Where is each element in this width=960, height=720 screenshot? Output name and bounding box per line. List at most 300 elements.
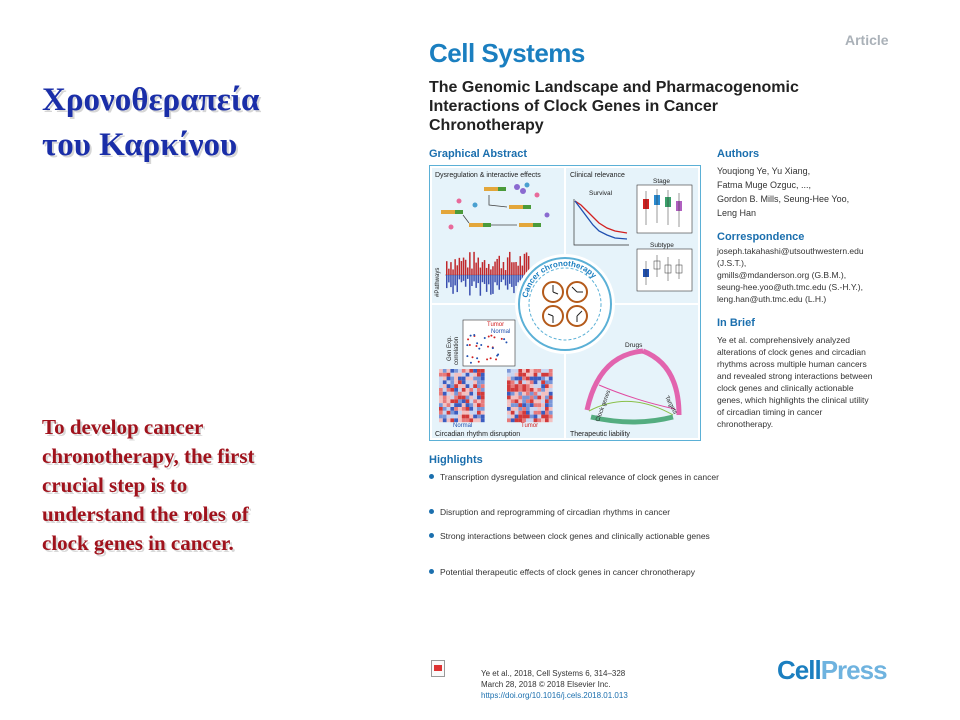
highlights-heading: Highlights <box>429 454 483 466</box>
heatmap-cell <box>515 418 519 422</box>
article-page-image <box>405 20 925 700</box>
heatmap-cell <box>466 411 470 415</box>
heatmap-cell <box>466 418 470 422</box>
heatmap-cell <box>537 411 541 415</box>
scatter-point <box>469 344 471 346</box>
heatmap-cell <box>549 373 553 377</box>
pathway-bar-down <box>450 275 452 287</box>
heatmap-cell <box>518 407 522 411</box>
ga-label-scatter-normal: Normal <box>491 329 511 335</box>
heatmap-cell <box>469 388 473 392</box>
heatmap-cell <box>511 399 515 403</box>
heatmap-cell <box>462 411 466 415</box>
scatter-point <box>466 344 468 346</box>
heatmap-cell <box>541 380 545 384</box>
heatmap-cell <box>534 377 538 381</box>
heatmap-cell <box>534 373 538 377</box>
heatmap-cell <box>534 369 538 373</box>
heatmap-cell <box>443 388 447 392</box>
heatmap-cell <box>454 415 458 419</box>
pathway-bar-up <box>490 269 492 275</box>
heatmap-cell <box>473 396 477 400</box>
pathway-bar-up <box>511 262 512 275</box>
scatter-point <box>501 338 503 340</box>
heatmap-cell <box>473 369 477 373</box>
scatter-point <box>495 358 497 360</box>
heatmap-cell <box>469 392 473 396</box>
heatmap-cell <box>439 369 443 373</box>
in-brief-line: clock genes and clinically actionable <box>717 383 854 393</box>
heatmap-cell <box>469 403 473 407</box>
heatmap-cell <box>537 384 541 388</box>
pathway-bar-down <box>507 275 509 290</box>
heatmap-cell <box>530 377 534 381</box>
pathway-bar-up <box>505 270 507 275</box>
heatmap-cell <box>537 388 541 392</box>
bullet-icon <box>429 474 434 479</box>
heatmap-cell <box>447 388 451 392</box>
slide-body-line: chronotherapy, the first <box>42 444 255 468</box>
author-line: Youqiong Ye, Yu Xiang, <box>717 166 811 176</box>
author-line: Fatma Muge Ozguc, ..., <box>717 180 812 190</box>
heatmap-cell <box>477 407 481 411</box>
graphical-abstract <box>429 165 701 441</box>
heatmap-cell <box>534 392 538 396</box>
pathway-bar-down <box>505 275 507 285</box>
heatmap-cell <box>462 369 466 373</box>
paper-title-line: Interactions of Clock Genes in Cancer <box>429 98 718 115</box>
highlight-item <box>429 506 729 520</box>
pathway-bar-up <box>494 262 496 275</box>
heatmap-cell <box>454 418 458 422</box>
heatmap-cell <box>458 392 462 396</box>
scatter-point <box>503 338 505 340</box>
heatmap-cell <box>439 380 443 384</box>
heatmap-cell <box>530 407 534 411</box>
pathway-bar-down <box>457 275 459 292</box>
heatmap-cell <box>511 411 515 415</box>
citation <box>481 668 628 701</box>
scatter-point <box>490 335 492 337</box>
heatmap-cell <box>534 415 538 419</box>
pathway-bar-up <box>469 252 471 275</box>
correspondence-line: leng.han@uth.tmc.edu (L.H.) <box>717 294 827 304</box>
heatmap-cell <box>522 373 526 377</box>
heatmap-cell <box>507 396 511 400</box>
heatmap-cell <box>522 384 526 388</box>
pathway-bar-up <box>478 258 480 275</box>
heatmap-cell <box>477 418 481 422</box>
pathway-bar-up <box>459 258 461 275</box>
heatmap-cell <box>454 396 458 400</box>
heatmap-cell <box>469 384 473 388</box>
heatmap-cell <box>466 373 470 377</box>
heatmap-cell <box>473 384 477 388</box>
ga-label-subtype: Subtype <box>650 242 674 249</box>
heatmap-cell <box>462 388 466 392</box>
pathway-bar-up <box>492 266 494 275</box>
heatmap-cell <box>481 377 485 381</box>
heatmap-cell <box>549 392 553 396</box>
scatter-point <box>473 334 475 336</box>
heatmap-cell <box>526 377 530 381</box>
pathway-bar-up <box>482 262 484 275</box>
pathway-bar-up <box>446 261 448 275</box>
heatmap-cell <box>515 373 519 377</box>
correspondence-list <box>717 245 917 305</box>
highlight-text: Transcription dysregulation and clinical relevance of clock genes in cancer <box>440 472 719 482</box>
heatmap-cell <box>545 396 549 400</box>
heatmap-cell <box>439 411 443 415</box>
heatmap-cell <box>473 418 477 422</box>
scatter-point <box>493 336 495 338</box>
heatmap-cell <box>522 418 526 422</box>
heatmap-cell <box>526 384 530 388</box>
heatmap-cell <box>469 380 473 384</box>
heatmap-cell <box>511 384 515 388</box>
heatmap-cell <box>537 407 541 411</box>
heatmap-cell <box>469 396 473 400</box>
heatmap-cell <box>477 373 481 377</box>
heatmap-cell <box>511 418 515 422</box>
heatmap-cell <box>469 411 473 415</box>
heatmap-cell <box>462 415 466 419</box>
heatmap-cell <box>481 399 485 403</box>
heatmap-cell <box>473 411 477 415</box>
heatmap-cell <box>549 411 553 415</box>
pathway-bar-up <box>452 269 454 275</box>
graphical-abstract-heading: Graphical Abstract <box>429 148 528 160</box>
pathway-bar-down <box>471 275 473 286</box>
pathway-bar-up <box>480 268 482 275</box>
heatmap-cell <box>458 418 462 422</box>
heatmap-cell <box>443 399 447 403</box>
heatmap-cell <box>447 396 451 400</box>
pathway-bar-up <box>484 260 486 275</box>
scatter-point <box>487 346 489 348</box>
heatmap-cell <box>526 411 530 415</box>
heatmap-cell <box>462 373 466 377</box>
heatmap-cell <box>469 369 473 373</box>
heatmap-cell <box>477 392 481 396</box>
heatmap-cell <box>477 403 481 407</box>
in-brief-line: chronotherapy. <box>717 419 774 429</box>
in-brief-text <box>717 334 913 430</box>
heatmap-cell <box>469 373 473 377</box>
paper-title-line: Chronotherapy <box>429 117 544 134</box>
in-brief-line: Ye et al. comprehensively analyzed <box>717 335 850 345</box>
heatmap-cell <box>511 415 515 419</box>
heatmap-cell <box>534 399 538 403</box>
heatmap-cell <box>537 415 541 419</box>
heatmap-cell <box>439 373 443 377</box>
heatmap-cell <box>477 369 481 373</box>
heatmap-cell <box>481 373 485 377</box>
slide-body-line: understand the roles of <box>42 502 249 526</box>
heatmap-cell <box>511 373 515 377</box>
heatmap-cell <box>450 411 454 415</box>
cellpress-logo-part1: Cell <box>777 655 821 685</box>
heatmap-cell <box>526 373 530 377</box>
heatmap-cell <box>481 396 485 400</box>
ga-label-heatmap-normal: Normal <box>453 423 473 429</box>
heatmap-cell <box>511 396 515 400</box>
heatmap-cell <box>466 396 470 400</box>
heatmap-cell <box>458 373 462 377</box>
slide-title-line: Χρονοθεραπεία <box>42 82 260 118</box>
highlight-item <box>429 530 729 556</box>
heatmap-cell <box>522 380 526 384</box>
heatmap-cell <box>447 418 451 422</box>
pathway-bar-up <box>486 268 488 275</box>
heatmap-cell <box>537 392 541 396</box>
ga-label-heatmap-tumor: Tumor <box>521 423 539 429</box>
pathway-bar-up <box>517 266 519 275</box>
heatmap-cell <box>534 411 538 415</box>
pathway-bar-up <box>520 256 522 275</box>
heatmap-cell <box>515 399 519 403</box>
pathway-bar-up <box>513 262 515 275</box>
heatmap-cell <box>469 377 473 381</box>
pathway-bar-down <box>520 275 522 280</box>
heatmap-cell <box>526 399 530 403</box>
scatter-point <box>484 337 486 339</box>
ga-label-scatter-tumor: Tumor <box>487 322 505 328</box>
heatmap-cell <box>450 384 454 388</box>
heatmap-cell <box>534 388 538 392</box>
scatter-point <box>470 335 472 337</box>
heatmap-cell <box>439 388 443 392</box>
heatmap-cell <box>549 388 553 392</box>
highlight-text: Potential therapeutic effects of clock genes in cancer chronotherapy <box>440 567 695 577</box>
scatter-point <box>505 341 507 343</box>
heatmap-cell <box>477 399 481 403</box>
heatmap-cell <box>522 415 526 419</box>
heatmap-cell <box>481 407 485 411</box>
highlight-item <box>429 471 729 497</box>
heatmap-cell <box>522 369 526 373</box>
scatter-point <box>470 362 472 364</box>
heatmap-cell <box>507 399 511 403</box>
heatmap-cell <box>477 411 481 415</box>
pathway-bar-down <box>511 275 512 287</box>
heatmap-cell <box>439 415 443 419</box>
heatmap-cell <box>515 403 519 407</box>
correspondence-heading: Correspondence <box>717 231 805 243</box>
heatmap-cell <box>518 418 522 422</box>
pathway-bar-up <box>509 252 511 275</box>
heatmap-cell <box>515 380 519 384</box>
scatter-point <box>478 361 480 363</box>
pathway-bar-up <box>524 254 526 275</box>
heatmap-cell <box>473 403 477 407</box>
heatmap-cell <box>545 388 549 392</box>
heatmap-cell <box>454 388 458 392</box>
authors-list <box>717 164 917 220</box>
heatmap-cell <box>507 403 511 407</box>
heatmap-cell <box>462 418 466 422</box>
heatmap-cell <box>473 407 477 411</box>
heatmap-cell <box>530 392 534 396</box>
bullet-icon <box>429 533 434 538</box>
heatmap-cell <box>545 369 549 373</box>
pathway-bar-up <box>475 263 477 275</box>
heatmap-cell <box>530 418 534 422</box>
heatmap-cell <box>481 418 485 422</box>
in-brief-line: alterations of clock genes and circadian <box>717 347 866 357</box>
heatmap-cell <box>526 418 530 422</box>
heatmap-cell <box>477 384 481 388</box>
pathway-bar-up <box>450 262 452 275</box>
pathway-bar-up <box>461 261 463 275</box>
slide-title <box>42 78 372 168</box>
heatmap-cell <box>462 377 466 381</box>
heatmap-cell <box>522 407 526 411</box>
ga-label-circadian: Circadian rhythm disruption <box>435 431 521 438</box>
slide-body-text <box>42 413 342 558</box>
heatmap-cell <box>450 418 454 422</box>
highlight-item <box>429 566 729 592</box>
ga-label-dysregulation: Dysregulation & interactive effects <box>435 172 541 179</box>
heatmap-cell <box>473 392 477 396</box>
heatmap-cell <box>454 403 458 407</box>
heatmap-cell <box>466 399 470 403</box>
pathway-bar-down <box>509 275 511 284</box>
heatmap-cell <box>537 373 541 377</box>
heatmap-cell <box>462 380 466 384</box>
heatmap-cell <box>537 369 541 373</box>
heatmap-cell <box>511 407 515 411</box>
heatmap-cell <box>458 388 462 392</box>
scatter-point <box>476 342 478 344</box>
heatmap-cell <box>507 384 511 388</box>
heatmap-cell <box>466 369 470 373</box>
heatmap-cell <box>541 399 545 403</box>
heatmap-cell <box>537 380 541 384</box>
slide-title-line: του Καρκίνου <box>42 127 238 163</box>
heatmap-cell <box>462 392 466 396</box>
heatmap-cell <box>450 377 454 381</box>
heatmap-cell <box>469 407 473 411</box>
heatmap-cell <box>541 369 545 373</box>
heatmap-cell <box>545 415 549 419</box>
correspondence-line: gmills@mdanderson.org (G.B.M.), <box>717 270 847 280</box>
heatmap-cell <box>443 411 447 415</box>
scatter-point <box>488 335 490 337</box>
heatmap-cell <box>541 388 545 392</box>
heatmap-cell <box>526 415 530 419</box>
heatmap-cell <box>454 399 458 403</box>
pathway-bar-down <box>480 275 482 296</box>
heatmap-cell <box>515 388 519 392</box>
ga-label-gene-exp: Gen Exp. <box>447 335 453 361</box>
heatmap-cell <box>481 411 485 415</box>
pathway-bar-up <box>457 265 459 275</box>
heatmap-cell <box>507 415 511 419</box>
pathway-bar-up <box>454 259 456 275</box>
heatmap-cell <box>458 377 462 381</box>
heatmap-cell <box>545 403 549 407</box>
heatmap-cell <box>545 380 549 384</box>
heatmap-cell <box>518 373 522 377</box>
heatmap-cell <box>477 380 481 384</box>
pathway-bar-up <box>488 264 490 275</box>
correspondence-line: (J.S.T.), <box>717 258 747 268</box>
heatmap-cell <box>534 396 538 400</box>
pathway-bar-down <box>513 275 515 293</box>
heatmap-cell <box>515 411 519 415</box>
author-line: Gordon B. Mills, Seung-Hee Yoo, <box>717 194 850 204</box>
heatmap-cell <box>526 407 530 411</box>
heatmap-cell <box>439 392 443 396</box>
heatmap-cell <box>450 373 454 377</box>
pathway-bar-down <box>465 275 467 287</box>
journal-name: Cell Systems <box>429 38 585 68</box>
ga-label-clinical: Clinical relevance <box>570 172 625 179</box>
pathway-bar-down <box>482 275 484 282</box>
heatmap-cell <box>450 399 454 403</box>
pathway-bar-up <box>473 252 475 275</box>
heatmap-cell <box>515 396 519 400</box>
heatmap-cell <box>443 373 447 377</box>
paper-title <box>429 78 899 135</box>
heatmap-cell <box>447 415 451 419</box>
heatmap-cell <box>469 418 473 422</box>
heatmap-cell <box>549 415 553 419</box>
heatmap-cell <box>518 403 522 407</box>
heatmap-cell <box>530 388 534 392</box>
heatmap-cell <box>545 407 549 411</box>
heatmap-cell <box>518 411 522 415</box>
cellpress-logo <box>777 655 887 686</box>
scatter-point <box>478 348 480 350</box>
heatmap-cell <box>515 369 519 373</box>
ga-label-pathways: #Pathways <box>435 267 441 297</box>
heatmap-cell <box>545 418 549 422</box>
heatmap-cell <box>439 399 443 403</box>
heatmap-cell <box>447 384 451 388</box>
heatmap-cell <box>537 377 541 381</box>
pathway-bar-up <box>522 266 524 275</box>
heatmap-cell <box>537 403 541 407</box>
heatmap-cell <box>515 392 519 396</box>
bullet-icon <box>429 509 434 514</box>
heatmap-cell <box>537 399 541 403</box>
heatmap-cell <box>522 392 526 396</box>
heatmap-cell <box>481 384 485 388</box>
heatmap-cell <box>447 403 451 407</box>
heatmap-cell <box>477 415 481 419</box>
heatmap-cell <box>518 396 522 400</box>
pathway-bar-down <box>494 275 496 282</box>
doi-link[interactable]: https://doi.org/10.1016/j.cels.2018.01.013 <box>481 691 628 700</box>
correspondence-line: joseph.takahashi@utsouthwestern.edu <box>717 246 864 256</box>
heatmap-cell <box>458 369 462 373</box>
pdf-icon <box>431 660 445 677</box>
pathway-bar-down <box>486 275 488 292</box>
pathway-bar-down <box>463 275 465 281</box>
heatmap-cell <box>450 392 454 396</box>
heatmap-cell <box>507 392 511 396</box>
heatmap-cell <box>530 373 534 377</box>
heatmap-cell <box>549 380 553 384</box>
heatmap-cell <box>507 377 511 381</box>
heatmap-cell <box>447 380 451 384</box>
heatmap-cell <box>534 403 538 407</box>
heatmap-cell <box>545 377 549 381</box>
scatter-point <box>467 338 469 340</box>
heatmap-cell <box>541 403 545 407</box>
